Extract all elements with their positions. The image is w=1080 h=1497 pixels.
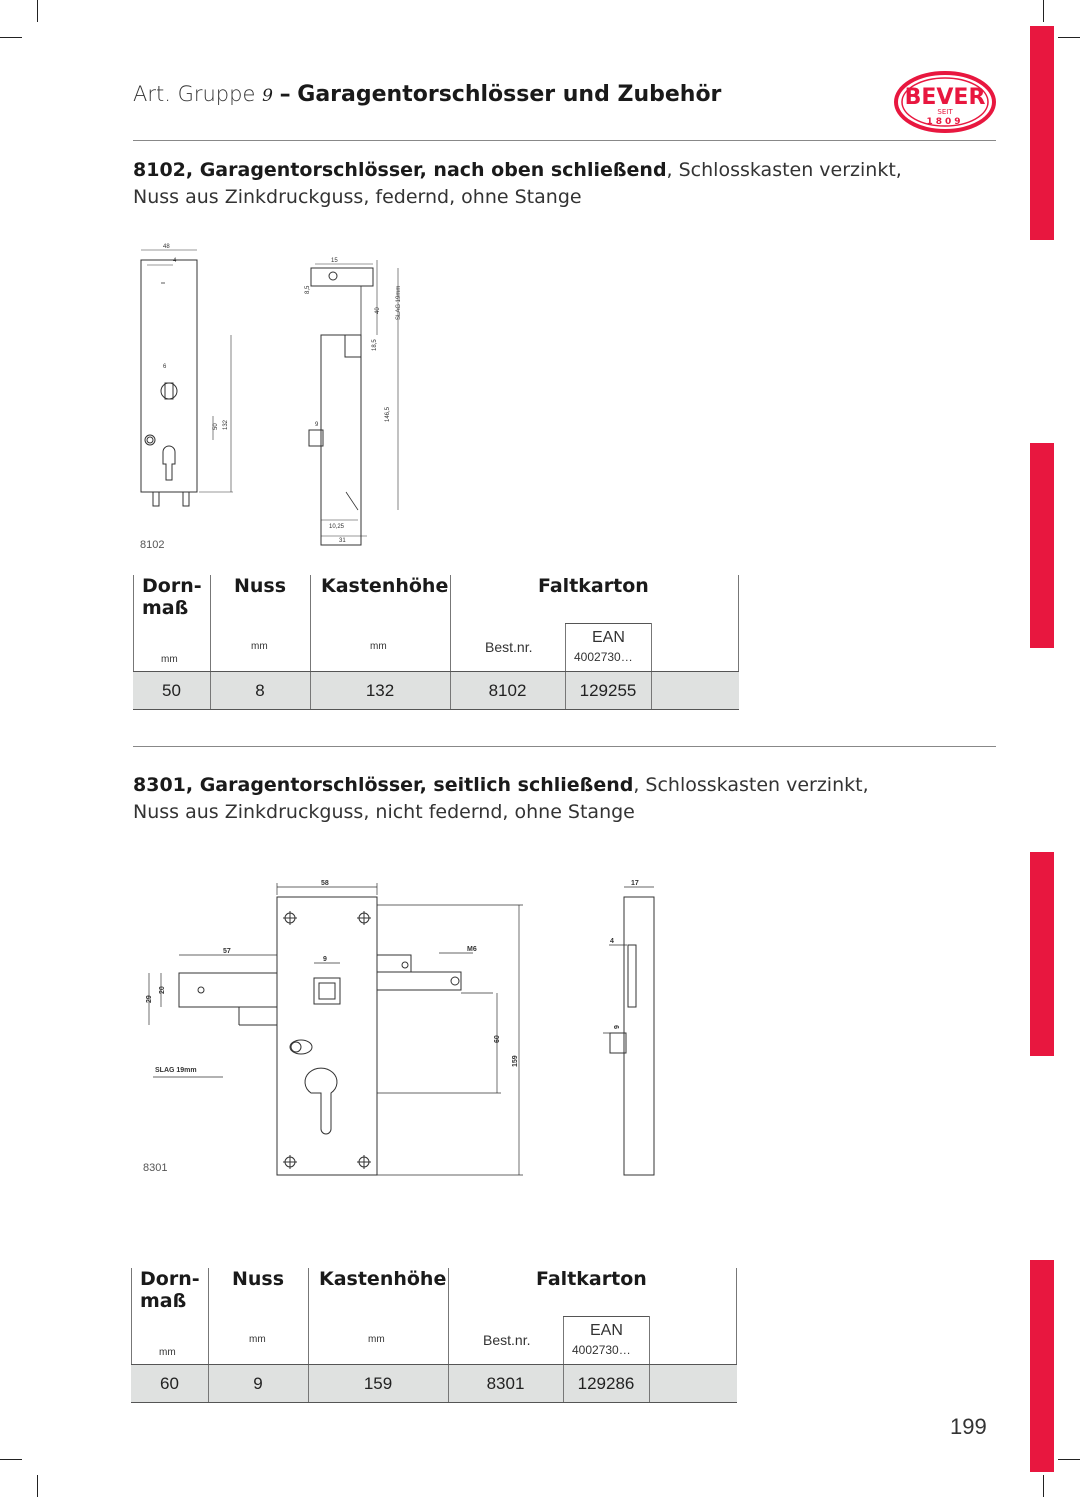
cell-dornmass: 50 [162,681,181,700]
header-nuss: Nuss [232,1268,285,1290]
dim-label: M6 [467,946,477,953]
ean-label: EAN [590,1322,623,1339]
cell-nuss: 8 [255,681,265,700]
bestnr-label: Best.nr. [483,1332,531,1348]
logo-seit: SEIT [937,108,953,116]
header-divider [133,140,996,141]
header-dornmass [140,1268,200,1312]
dim-label: 6 [163,364,167,370]
unit-dornmass: mm [159,1347,176,1358]
dim-label: SLAG 19mm [155,1067,197,1074]
dim-label: 58 [321,880,329,887]
header-dornmass [142,575,202,619]
dim-label: 20 [159,986,166,994]
cell-bestnr: 8102 [488,681,527,700]
dim-label: 15 [331,258,338,264]
header-dornmass-line1: Dorn- [142,575,202,597]
crop-mark [0,37,22,38]
cell-kastenhoehe: 132 [365,681,395,700]
crop-mark [1043,1475,1044,1497]
product-desc-line2: Nuss aus Zinkdruckguss, nicht federnd, ohne Stange [133,801,635,823]
table-rule [133,709,739,710]
cell-nuss: 9 [253,1374,263,1393]
cell-dornmass: 60 [160,1374,179,1393]
product-desc-line2: Nuss aus Zinkdruckguss, federnd, ohne Stange [133,186,582,208]
dim-label: 17 [631,880,639,887]
cell-ean: 129286 [577,1374,635,1393]
logo-text: BEVER [904,85,986,110]
dim-label: 10,25 [329,524,345,530]
group-prefix: Art. Gruppe [133,82,256,106]
section-tab [1030,852,1054,1056]
dim-label: 50 [213,423,219,430]
dim-label: SLAG 19mm [396,285,402,320]
unit-nuss: mm [251,641,268,652]
header-faltkarton: Faltkarton [538,575,649,597]
header-dornmass-line2: maß [142,597,189,619]
header-kastenhoehe: Kastenhöhe [319,1268,447,1290]
product-description [133,157,902,211]
group-title: Garagentorschlösser und Zubehör [297,82,722,107]
unit-nuss: mm [249,1334,266,1345]
technical-drawing-8102 [133,240,433,552]
header-dornmass-line1: Dorn- [140,1268,200,1290]
group-number: 9 [262,86,273,106]
table-rule [131,1402,737,1403]
table-rule [565,623,651,624]
header-faltkarton: Faltkarton [536,1268,647,1290]
dim-label: 146,5 [385,406,391,422]
product-title: 8301, Garagentorschlösser, seitlich schließend [133,774,634,796]
section-tab [1030,443,1054,648]
page-title [133,82,721,107]
ean-prefix: 4002730… [572,1343,631,1357]
cell-kastenhoehe: 159 [363,1374,393,1393]
figure-caption: 8301 [143,1162,168,1174]
section-tab [1030,26,1054,240]
ean-prefix: 4002730… [574,650,633,664]
dim-label: 29 [146,995,153,1003]
dim-label: 18,5 [372,339,378,351]
product-desc: , Schlosskasten verzinkt, [633,774,869,796]
page-number: 199 [950,1414,987,1439]
title-dash: – [279,82,291,107]
unit-kasten: mm [370,641,387,652]
dim-label: 48 [163,244,170,250]
dim-label: 31 [339,538,346,544]
crop-mark [0,1459,22,1460]
crop-mark [1043,0,1044,22]
crop-mark [1058,1459,1080,1460]
technical-drawing-8301 [133,875,673,1185]
product-title: 8102, Garagentorschlösser, nach oben schließend [133,159,667,181]
table-divider [649,1365,650,1402]
dim-label: 8,5 [305,285,311,294]
dim-label: 9 [315,422,319,428]
product-desc: , Schlosskasten verzinkt, [666,159,902,181]
dim-label: 57 [223,948,231,955]
header-kastenhoehe: Kastenhöhe [321,575,449,597]
product-table [131,1268,737,1403]
cell-bestnr: 8301 [486,1374,525,1393]
product-table [133,575,739,710]
crop-mark [1058,37,1080,38]
cell-ean: 129255 [579,681,637,700]
section-tab [1030,1260,1054,1472]
dim-label: 159 [512,1055,519,1067]
dim-label: 132 [223,419,229,430]
dim-label: 9 [614,1025,621,1029]
bestnr-label: Best.nr. [485,639,533,655]
header-nuss: Nuss [234,575,287,597]
dim-label: 9 [323,956,327,963]
section-divider [133,746,996,747]
dim-label: 40 [375,307,381,314]
unit-kasten: mm [368,1334,385,1345]
unit-dornmass: mm [161,654,178,665]
crop-mark [37,1475,38,1497]
header-dornmass-line2: maß [140,1290,187,1312]
logo-year: 1809 [926,117,964,127]
product-description [133,772,869,826]
dim-label: 4 [173,258,177,264]
table-divider [651,672,652,709]
dim-label: 4 [610,938,614,945]
figure-caption: 8102 [140,539,165,551]
crop-mark [37,0,38,22]
ean-label: EAN [592,629,625,646]
table-rule [563,1316,649,1317]
dim-label: 60 [494,1035,501,1043]
bever-logo [893,70,997,134]
